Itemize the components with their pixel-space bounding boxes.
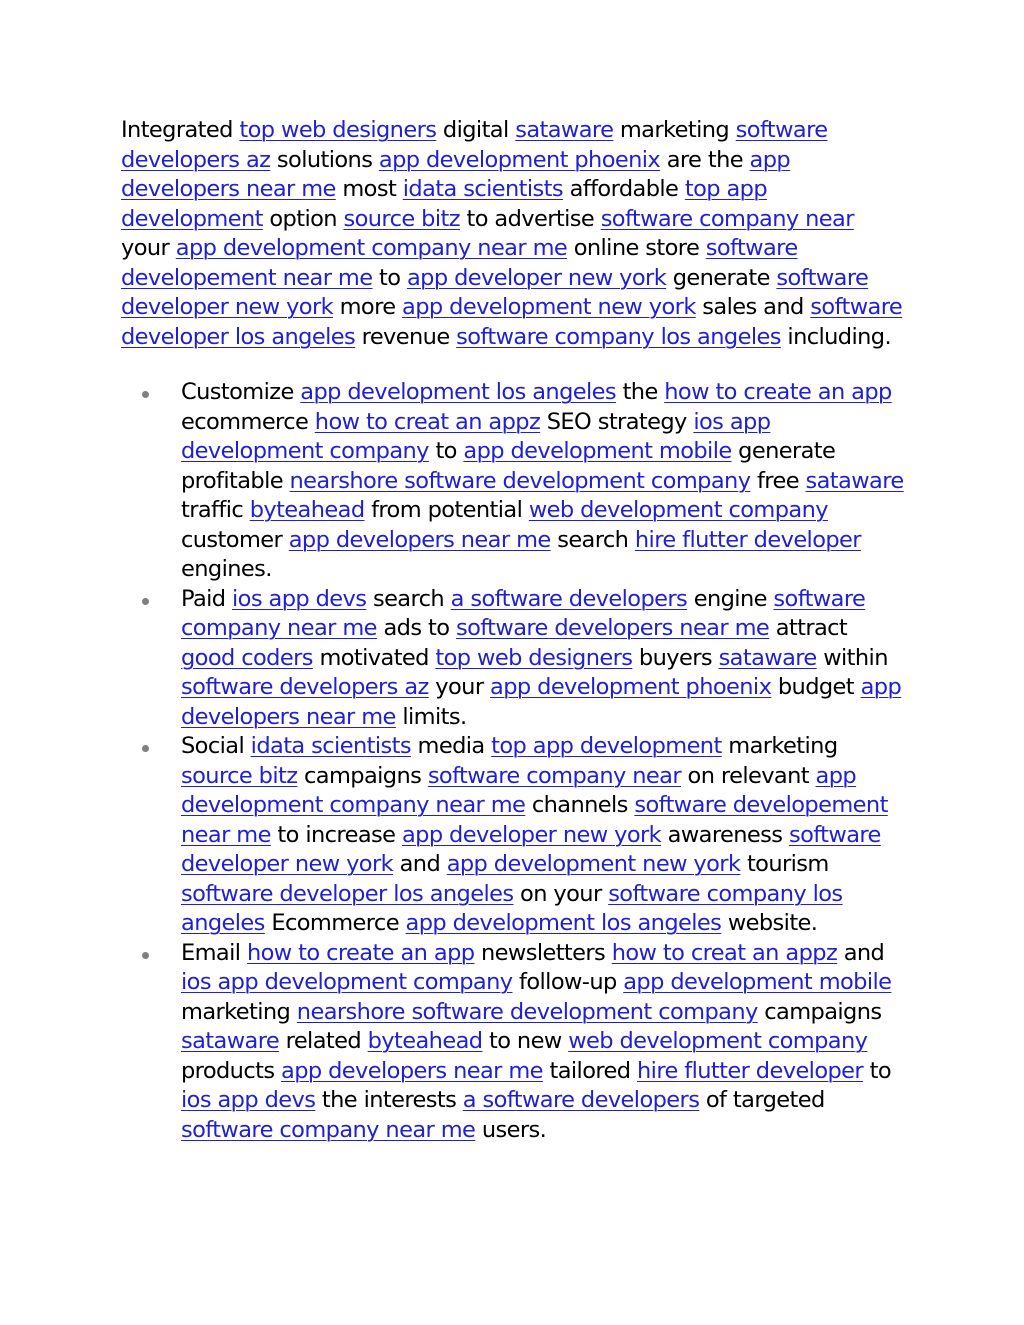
- text-link[interactable]: how to creat an appz: [611, 939, 838, 966]
- text-link[interactable]: how to create an app: [664, 379, 892, 405]
- text-link[interactable]: top app development: [121, 176, 768, 232]
- text-link[interactable]: web development company: [528, 497, 828, 523]
- body-text: Paid: [181, 585, 233, 612]
- text-link[interactable]: nearshore software development company: [296, 998, 758, 1025]
- body-text: on relevant: [680, 762, 816, 789]
- body-text: traffic: [181, 497, 250, 523]
- bullet-item: [121, 378, 906, 585]
- body-text: ecommerce: [181, 408, 315, 435]
- text-link[interactable]: idata scientists: [250, 733, 411, 759]
- bullet-list: [121, 378, 906, 1145]
- text-link[interactable]: a software developers: [462, 1087, 700, 1113]
- text-link[interactable]: ios app development company: [181, 408, 771, 464]
- body-text: are the: [660, 146, 750, 173]
- body-text: revenue: [355, 323, 457, 350]
- body-text: Email: [181, 939, 247, 966]
- body-text: free: [750, 467, 806, 494]
- text-link[interactable]: app development company near me: [175, 235, 568, 261]
- text-link[interactable]: software developement near me: [121, 235, 798, 291]
- body-text: to: [428, 438, 464, 464]
- text-link[interactable]: ios app devs: [181, 1087, 316, 1113]
- text-link[interactable]: sataware: [181, 1028, 280, 1054]
- body-text: to: [863, 1057, 892, 1084]
- body-text: and: [837, 939, 885, 966]
- body-text: generate: [666, 264, 777, 291]
- text-link[interactable]: software developement near me: [181, 792, 888, 848]
- text-link[interactable]: software developer los angeles: [181, 880, 514, 907]
- text-link[interactable]: app developers near me: [288, 526, 551, 553]
- text-link[interactable]: ios app development company: [181, 969, 513, 995]
- body-text: attract: [769, 615, 848, 641]
- body-text: Integrated: [121, 117, 240, 143]
- body-text: related: [279, 1028, 368, 1054]
- body-text: limits.: [395, 703, 467, 730]
- body-text: motivated: [312, 644, 436, 671]
- body-text: most: [335, 176, 403, 202]
- text-link[interactable]: software company los angeles: [181, 880, 843, 936]
- text-link[interactable]: app development new york: [446, 851, 741, 877]
- body-text: more: [333, 294, 403, 320]
- bullet-item: [121, 585, 906, 733]
- text-link[interactable]: app development company near me: [181, 762, 857, 818]
- text-link[interactable]: web development company: [568, 1028, 868, 1054]
- body-text: your: [121, 235, 176, 261]
- text-link[interactable]: app development los angeles: [300, 379, 617, 405]
- text-link[interactable]: software developer new york: [121, 264, 869, 320]
- text-link[interactable]: software developer los angeles: [121, 294, 903, 350]
- body-text: generate profitable: [181, 438, 836, 494]
- text-link[interactable]: hire flutter developer: [634, 526, 861, 553]
- text-link[interactable]: nearshore software development company: [289, 467, 751, 494]
- text-link[interactable]: software company near: [427, 762, 681, 789]
- body-text: online store: [567, 235, 706, 261]
- text-link[interactable]: software company los angeles: [456, 323, 781, 350]
- body-text: users.: [475, 1116, 547, 1143]
- text-link[interactable]: software company near me: [181, 1116, 476, 1143]
- body-text: campaigns: [757, 998, 882, 1025]
- body-text: affordable: [563, 176, 685, 202]
- body-text: including.: [780, 323, 892, 350]
- body-text: your: [428, 674, 491, 700]
- body-text: SEO strategy: [540, 408, 694, 435]
- text-link[interactable]: app development los angeles: [405, 910, 722, 936]
- body-text: marketing: [181, 998, 297, 1025]
- body-text: the interests: [315, 1087, 463, 1113]
- body-text: from potential: [364, 497, 529, 523]
- text-link[interactable]: software developers az: [181, 674, 429, 700]
- text-link[interactable]: software company near me: [181, 585, 866, 641]
- bullet-item: [121, 939, 906, 1146]
- text-link[interactable]: app development mobile: [463, 438, 732, 464]
- body-text: Social: [181, 733, 251, 759]
- text-link[interactable]: app developers near me: [181, 674, 902, 730]
- text-link[interactable]: byteahead: [367, 1028, 483, 1054]
- text-link[interactable]: how to creat an appz: [314, 408, 541, 435]
- text-link[interactable]: top app development: [491, 733, 722, 759]
- body-text: engines.: [181, 556, 272, 582]
- body-text: search: [550, 526, 635, 553]
- body-text: products: [181, 1057, 282, 1084]
- text-link[interactable]: software developers near me: [455, 615, 770, 641]
- text-link[interactable]: source bitz: [343, 205, 460, 232]
- body-text: newsletters: [474, 939, 612, 966]
- body-text: buyers: [632, 644, 719, 671]
- body-text: tailored: [542, 1057, 638, 1084]
- body-text: solutions: [270, 146, 379, 173]
- text-link[interactable]: hire flutter developer: [637, 1057, 864, 1084]
- body-text: tourism: [740, 851, 829, 877]
- text-link[interactable]: app development mobile: [623, 969, 892, 995]
- text-link[interactable]: ios app devs: [232, 585, 367, 612]
- text-link[interactable]: app development new york: [402, 294, 696, 320]
- text-link[interactable]: good coders: [181, 644, 313, 671]
- body-text: within: [816, 644, 888, 671]
- text-link[interactable]: top web designers: [435, 644, 633, 671]
- body-text: search: [366, 585, 451, 612]
- body-text: to new: [482, 1028, 569, 1054]
- body-text: Ecommerce: [264, 910, 406, 936]
- body-text: campaigns: [297, 762, 428, 789]
- text-link[interactable]: app developer new york: [406, 264, 667, 291]
- body-text: the: [616, 379, 665, 405]
- body-text: option: [262, 205, 344, 232]
- body-text: on your: [513, 880, 609, 907]
- intro-paragraph: [121, 116, 906, 352]
- text-link[interactable]: app developer new york: [401, 821, 662, 848]
- body-text: awareness: [661, 821, 789, 848]
- body-text: to advertise: [459, 205, 601, 232]
- text-link[interactable]: top web designers: [239, 117, 437, 143]
- body-text: to increase: [270, 821, 402, 848]
- text-link[interactable]: sataware: [515, 117, 614, 143]
- body-text: marketing: [721, 733, 838, 759]
- bullet-item: [121, 732, 906, 939]
- text-link[interactable]: app development phoenix: [378, 146, 661, 173]
- text-link[interactable]: software company near: [600, 205, 854, 232]
- body-text: follow-up: [512, 969, 624, 995]
- body-text: ads to: [376, 615, 456, 641]
- text-link[interactable]: app developers near me: [121, 146, 791, 202]
- body-text: Customize: [181, 379, 301, 405]
- body-text: media: [410, 733, 492, 759]
- body-text: budget: [771, 674, 861, 700]
- text-link[interactable]: byteahead: [249, 497, 365, 523]
- text-link[interactable]: app developers near me: [281, 1057, 543, 1084]
- text-link[interactable]: sataware: [805, 467, 904, 494]
- body-text: to: [372, 264, 407, 291]
- text-link[interactable]: source bitz: [181, 762, 298, 789]
- body-text: engine: [687, 585, 774, 612]
- body-text: and: [393, 851, 447, 877]
- text-link[interactable]: idata scientists: [402, 176, 564, 202]
- text-link[interactable]: how to create an app: [246, 939, 475, 966]
- text-link[interactable]: sataware: [718, 644, 817, 671]
- body-text: sales and: [695, 294, 811, 320]
- text-link[interactable]: software developer new york: [181, 821, 881, 877]
- body-text: channels: [525, 792, 635, 818]
- text-link[interactable]: a software developers: [450, 585, 688, 612]
- body-text: digital: [436, 117, 516, 143]
- body-text: of targeted: [699, 1087, 825, 1113]
- text-link[interactable]: app development phoenix: [490, 674, 772, 700]
- body-text: customer: [181, 526, 289, 553]
- body-text: website.: [721, 910, 818, 936]
- text-link[interactable]: software developers az: [121, 117, 828, 173]
- body-text: marketing: [613, 117, 736, 143]
